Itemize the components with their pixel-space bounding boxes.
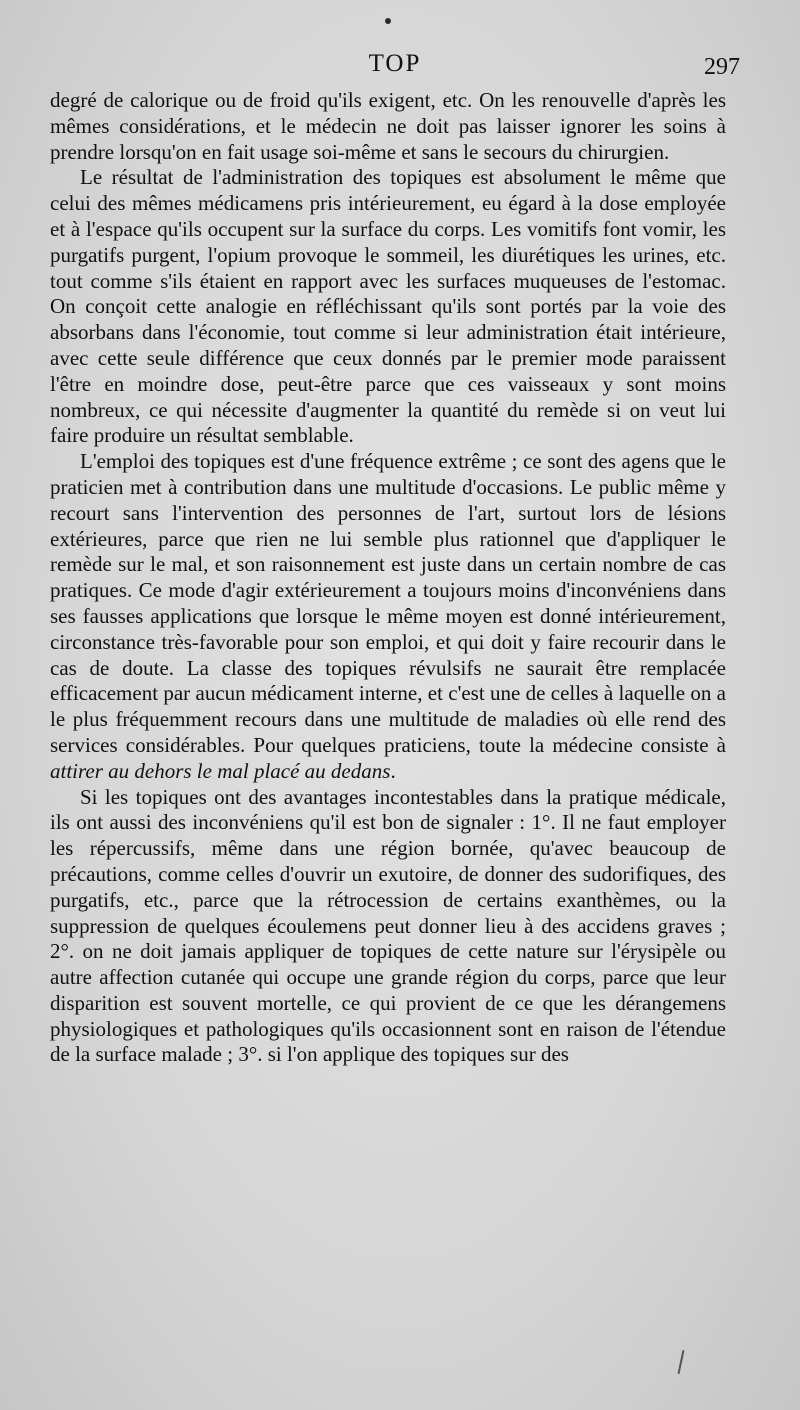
paragraph-3 [50,449,726,784]
margin-pencil-mark [678,1350,685,1374]
page-header [50,50,740,86]
paragraph-3-end: . [390,758,396,783]
page-number: 297 [704,54,740,80]
body-text [50,88,726,1068]
paragraph-3-text: L'emploi des topiques est d'une fréquence extrême ; ce sont des agens que le praticien met à contribution dans une multitude d'occasions. Le public même y recourt sans l'intervention des personnes de l'art, surtout lors de lésions extérieures, parce que rien ne lui semble plus rationnel que d'appliquer le remède sur le mal, et son raisonnement est juste dans un certain nombre de cas pratiques. Ce mode d'agir extérieurement a toujours moins d'inconvéniens dans ses fausses applications que lorsque le même moyen est donné intérieurement, circonstance très-favorable pour son emploi, et qui doit y faire recourir dans le cas de doute. La classe des topiques révulsifs ne saurait être remplacée efficacement par aucun médicament interne, et c'est une de celles à laquelle on a le plus fréquemment recours dans une multitude de maladies où elle rend des services considérables. Pour quelques praticiens, toute la médecine consiste à [50,449,726,757]
paragraph-2: Le résultat de l'administration des topiques est absolument le même que celui des mêmes médicamens pris intérieurement, eu égard à la dose employée et à l'espace qu'ils occupent sur la surface du corps. Les vomitifs font vomir, les purgatifs purgent, l'opium provoque le sommeil, les diurétiques les urines, etc. tout comme s'ils étaient en rapport avec les surfaces muqueuses de l'estomac. On conçoit cette analogie en réfléchissant qu'ils sont portés par la voie des absorbans dans l'économie, tout comme si leur administration était intérieure, avec cette seule différence que ceux donnés par le premier mode paraissent l'être en moindre dose, peut-être parce que ces vaisseaux y sont moins nombreux, ce qui nécessite d'augmenter la quantité du remède si on veut lui faire produire un résultat semblable. [50,165,726,448]
running-head: TOP [368,50,422,77]
paragraph-4: Si les topiques ont des avantages incontestables dans la pratique médicale, ils ont aussi des inconvéniens qu'il est bon de signaler : 1°. Il ne faut employer les répercussifs, même dans une région bornée, qu'avec beaucoup de précautions, comme celles d'ouvrir un exutoire, de donner des sudorifiques, des purgatifs, etc., parce que la rétrocession de certains exanthèmes, ou la suppression de quelques écoulemens peut donner lieu à des accidens graves ; 2°. on ne doit jamais appliquer de topiques de cette nature sur l'érysipèle ou autre affection cutanée qui occupe une grande région du corps, parce que leur disparition est souvent mortelle, ce qui provient de ce que les dérangemens physiologiques et pathologiques qu'ils occasionnent sont en raison de l'étendue de la surface malade ; 3°. si l'on applique des topiques sur des [50,784,726,1067]
paragraph-1: degré de calorique ou de froid qu'ils exigent, etc. On les renouvelle d'après les mêmes considérations, et le médecin ne doit pas laisser ignorer les soins à prendre lorsqu'on en fait usage soi-même et sans le secours du chirurgien. [50,88,726,164]
paragraph-3-italic: attirer au dehors le mal placé au dedans [50,758,391,783]
ink-dot [385,18,391,24]
